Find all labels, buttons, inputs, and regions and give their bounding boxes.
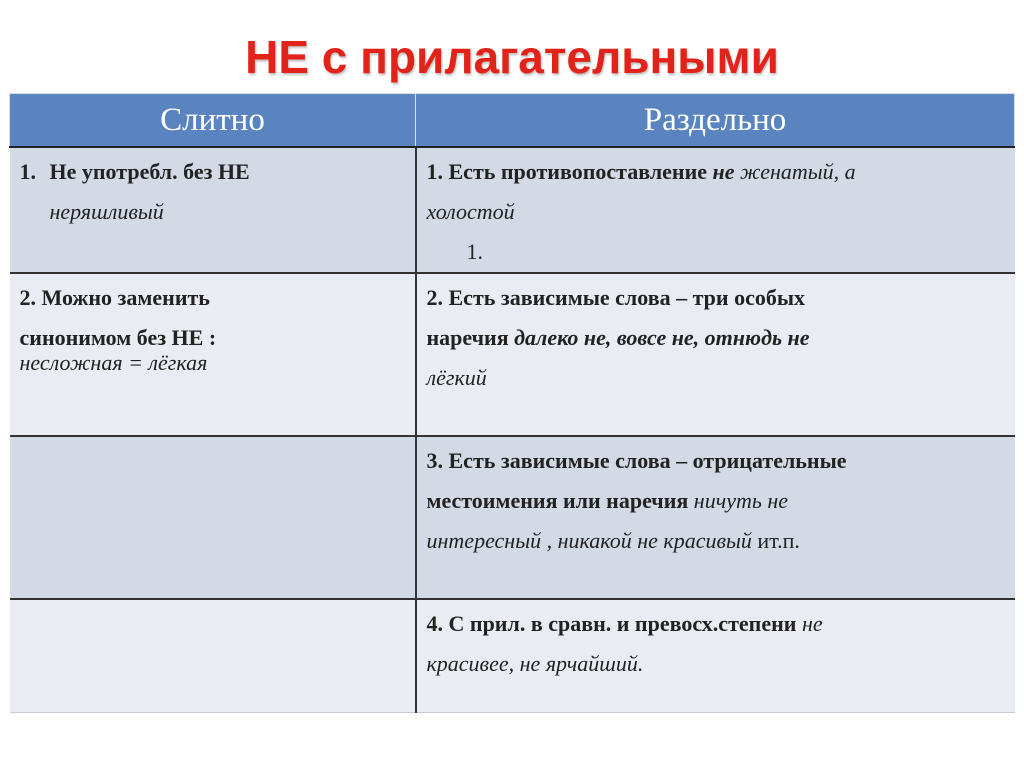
rule-text: 2. Можно заменить <box>19 285 210 310</box>
rules-table <box>9 93 1015 713</box>
example-text: лёгкий <box>426 365 487 390</box>
example-text: не <box>801 611 823 636</box>
rule-text: 1. Есть противопоставление <box>426 159 708 184</box>
header-slitno: Слитно <box>10 94 416 148</box>
table-row <box>10 436 1015 599</box>
cell-slitno-3 <box>10 436 416 599</box>
rule-text: Не употребл. без НЕ <box>49 159 250 184</box>
table-header-row <box>10 94 1015 148</box>
example-text: далеко не, вовсе не, отнюдь не <box>514 325 810 350</box>
abbreviation-text: ит.п. <box>757 528 800 553</box>
cell-slitno-1 <box>10 147 416 273</box>
example-text: женатый, а <box>740 159 856 184</box>
cell-razdelno-3 <box>416 436 1015 599</box>
rule-number: 1. <box>19 159 36 184</box>
rule-text: 2. Есть зависимые слова – три особых <box>426 285 806 310</box>
table-row <box>10 599 1015 713</box>
cell-razdelno-4 <box>416 599 1015 713</box>
example-text: холостой <box>426 199 515 224</box>
cell-slitno-4 <box>10 599 416 713</box>
rule-text: 4. С прил. в сравн. и превосх.степени <box>426 611 797 636</box>
list-number: 1. <box>466 239 483 264</box>
example-particle: не <box>712 159 735 184</box>
cell-razdelno-2 <box>416 273 1015 436</box>
cell-razdelno-1 <box>416 147 1015 273</box>
example-text: несложная = лёгкая <box>19 350 208 375</box>
rule-text: синонимом без НЕ : <box>19 325 217 350</box>
example-text: неряшливый <box>49 199 164 224</box>
example-text: красивее, не ярчайший. <box>426 651 644 676</box>
rule-text: наречия <box>426 325 509 350</box>
table-row <box>10 273 1015 436</box>
example-text: ничуть не <box>693 488 789 513</box>
rule-text: 3. Есть зависимые слова – отрицательные <box>426 448 847 473</box>
table-row <box>10 147 1015 273</box>
header-razdelno: Раздельно <box>416 94 1015 148</box>
cell-slitno-2 <box>10 273 416 436</box>
rule-text: местоимения или наречия <box>426 488 689 513</box>
example-text: интересный , никакой не красивый <box>426 528 752 553</box>
page-title: НЕ с прилагательными <box>245 31 779 83</box>
